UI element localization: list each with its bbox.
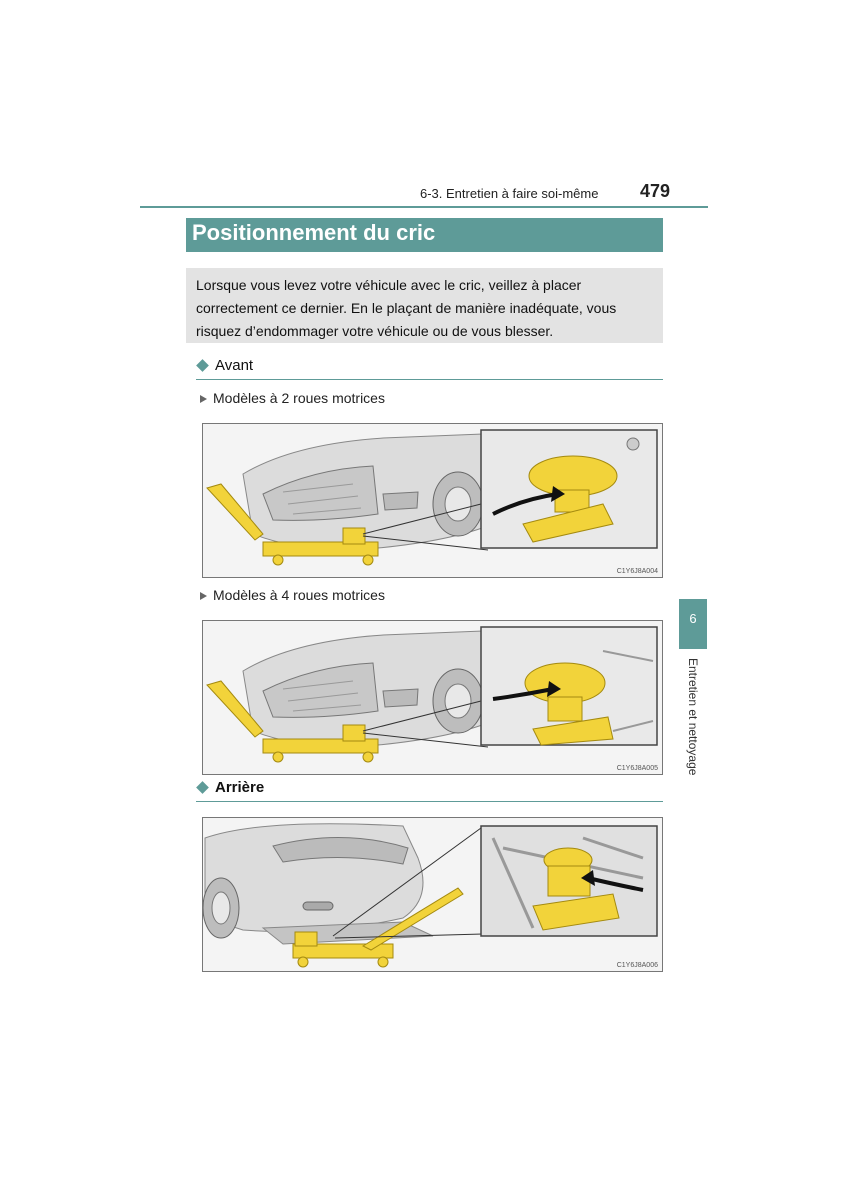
car-front-jack-illustration	[203, 621, 662, 774]
intro-note	[186, 268, 663, 343]
section-front-label: Avant	[215, 357, 254, 374]
diamond-bullet-icon	[196, 781, 209, 794]
section-front-heading	[196, 357, 253, 374]
figure-rear	[202, 817, 663, 972]
figure-front-4wd	[202, 620, 663, 775]
sub-heading-4wd-label: Modèles à 4 roues motrices	[213, 587, 385, 603]
triangle-bullet-icon	[200, 592, 207, 600]
figure-code: C1Y6J8A004	[616, 568, 658, 575]
chapter-tab-label: Entretien et nettoyage	[686, 658, 700, 776]
car-front-jack-illustration	[203, 424, 662, 577]
section-rear-rule	[196, 801, 663, 802]
figure-code: C1Y6J8A005	[616, 765, 658, 772]
triangle-bullet-icon	[200, 395, 207, 403]
chapter-tab: 6	[679, 599, 707, 649]
figure-front-2wd	[202, 423, 663, 578]
sub-heading-2wd-label: Modèles à 2 roues motrices	[213, 390, 385, 406]
page-title: Positionnement du cric	[186, 218, 663, 252]
sub-heading-2wd	[200, 390, 385, 406]
section-rear-heading	[196, 779, 264, 796]
section-rear-label: Arrière	[215, 779, 265, 796]
intro-text: Lorsque vous levez votre véhicule avec le cric, veillez à placer correctement ce dernier. En le plaçant de manière inadéquate, vous risquez d’endommager votre véhicule ou de vous blesser.	[196, 277, 617, 339]
car-rear-jack-illustration	[203, 818, 662, 971]
figure-code: C1Y6J8A006	[616, 962, 658, 969]
sub-heading-4wd	[200, 587, 385, 603]
section-front-rule	[196, 379, 663, 380]
page-number: 479	[640, 181, 671, 201]
diamond-bullet-icon	[196, 359, 209, 372]
header-section-title: 6-3. Entretien à faire soi-même	[420, 186, 599, 201]
header-rule	[140, 206, 708, 208]
